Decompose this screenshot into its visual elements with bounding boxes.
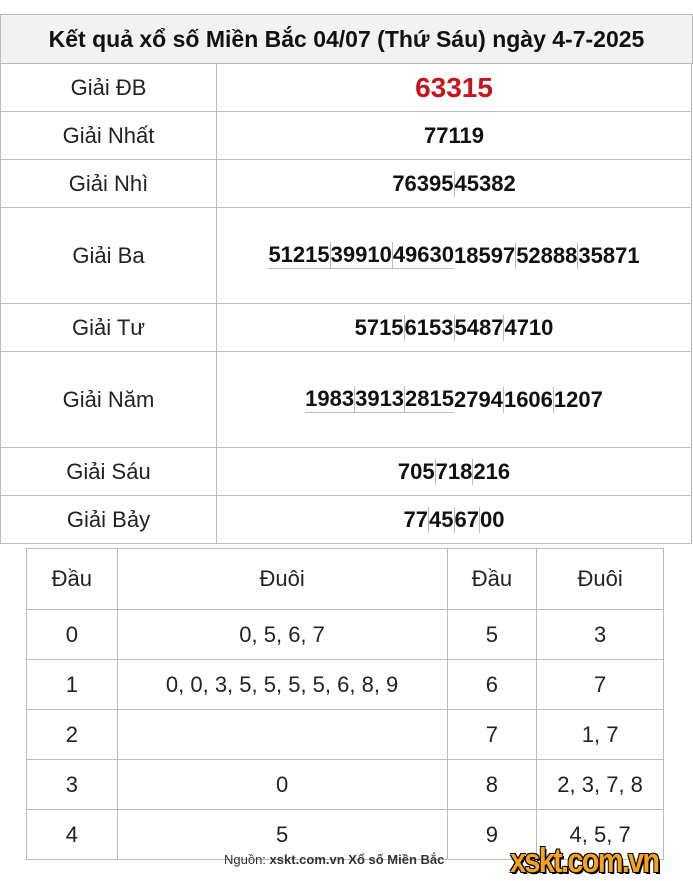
duoi-cell xyxy=(117,710,447,760)
prize-label: Giải Năm xyxy=(0,352,216,447)
dau-cell: 9 xyxy=(447,810,537,860)
source-label: Nguồn: xyxy=(224,852,266,867)
prize-number: 5487 xyxy=(454,314,504,340)
prize-number: 3913 xyxy=(355,386,405,411)
prize-number: 39910 xyxy=(330,242,392,267)
duoi-cell: 1, 7 xyxy=(537,710,664,760)
column-header: Đuôi xyxy=(117,549,447,610)
dau-cell: 5 xyxy=(447,610,537,660)
prize-number: 1606 xyxy=(503,386,553,412)
source-text: xskt.com.vn Xổ số Miền Bắc xyxy=(269,852,445,867)
prize-number: 77119 xyxy=(424,122,484,148)
dau-cell: 8 xyxy=(447,760,537,810)
prize-number: 45382 xyxy=(454,170,516,196)
dau-cell: 0 xyxy=(27,610,118,660)
duoi-cell: 0 xyxy=(117,760,447,810)
dau-cell: 6 xyxy=(447,660,537,710)
dau-cell: 3 xyxy=(27,760,118,810)
dau-cell: 7 xyxy=(447,710,537,760)
prize-number: 67 xyxy=(454,506,479,532)
prize-label: Giải Ba xyxy=(0,208,216,303)
prize-number: 18597 xyxy=(454,242,516,268)
prize-row-tu xyxy=(0,304,692,352)
column-header: Đuôi xyxy=(537,549,664,610)
prize-number: 6153 xyxy=(404,314,454,340)
site-logo: xskt.com.vn xyxy=(510,842,659,880)
prize-number: 216 xyxy=(473,458,511,484)
prize-label: Giải ĐB xyxy=(0,64,216,111)
prize-label: Giải Nhất xyxy=(0,112,216,159)
column-header: Đầu xyxy=(447,549,537,610)
prize-number: 35871 xyxy=(578,242,640,268)
prize-number: 1207 xyxy=(553,386,603,412)
prize-number: 52888 xyxy=(516,242,578,268)
page-title: Kết quả xổ số Miền Bắc 04/07 (Thứ Sáu) ngày 4-7-2025 xyxy=(0,14,693,64)
prize-number: 718 xyxy=(435,458,473,484)
dau-cell: 1 xyxy=(27,660,118,710)
prize-number: 63315 xyxy=(415,71,493,103)
prize-number: 705 xyxy=(397,458,435,484)
table-row xyxy=(27,660,664,710)
duoi-cell: 5 xyxy=(117,810,447,860)
prize-number: 77 xyxy=(403,506,429,532)
duoi-cell: 7 xyxy=(537,660,664,710)
prize-number: 45 xyxy=(429,506,454,532)
prize-row-nam xyxy=(0,352,692,448)
prize-label: Giải Tư xyxy=(0,304,216,351)
prize-number: 2794 xyxy=(454,386,503,412)
duoi-cell: 2, 3, 7, 8 xyxy=(537,760,664,810)
table-row xyxy=(27,710,664,760)
prize-number: 00 xyxy=(479,506,505,532)
prize-row-ba xyxy=(0,208,692,304)
dau-cell: 2 xyxy=(27,710,118,760)
prize-label: Giải Sáu xyxy=(0,448,216,495)
loto-header-row xyxy=(27,549,664,610)
prize-label: Giải Nhì xyxy=(0,160,216,207)
duoi-cell: 0, 5, 6, 7 xyxy=(117,610,447,660)
table-row xyxy=(27,760,664,810)
prize-row-bay xyxy=(0,496,692,544)
prize-number: 76395 xyxy=(392,170,454,196)
prize-number: 51215 xyxy=(268,242,330,267)
prize-label: Giải Bảy xyxy=(0,496,216,543)
duoi-cell: 4, 5, 7 xyxy=(537,810,664,860)
prize-row-sau xyxy=(0,448,692,496)
source-line xyxy=(224,852,444,867)
prize-number: 49630 xyxy=(392,242,454,267)
prize-number: 2815 xyxy=(405,386,454,411)
prize-number: 4710 xyxy=(504,314,554,340)
prize-row-db xyxy=(0,64,692,112)
duoi-cell: 0, 0, 3, 5, 5, 5, 5, 6, 8, 9 xyxy=(117,660,447,710)
dau-cell: 4 xyxy=(27,810,118,860)
column-header: Đầu xyxy=(27,549,118,610)
prize-row-nhat xyxy=(0,112,692,160)
table-row xyxy=(27,610,664,660)
prize-number: 5715 xyxy=(354,314,404,340)
loto-table xyxy=(26,548,664,860)
prize-number: 1983 xyxy=(305,386,355,411)
prize-row-nhi xyxy=(0,160,692,208)
duoi-cell: 3 xyxy=(537,610,664,660)
